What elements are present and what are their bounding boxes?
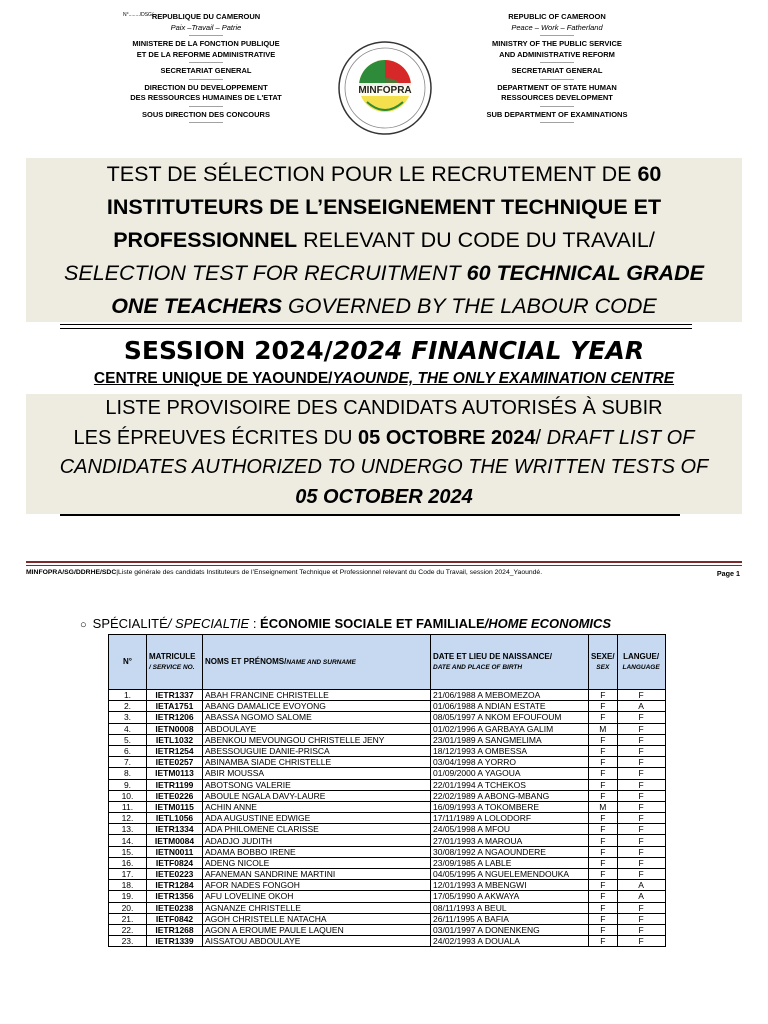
ministry-en-1: MINISTRY OF THE PUBLIC SERVICE [492, 39, 622, 48]
matricule: IETN0011 [147, 846, 203, 857]
language: F [617, 813, 665, 824]
title-text: GOVERNED BY THE LABOUR CODE [282, 294, 657, 318]
table-row [109, 734, 666, 745]
birth-date-place: 08/11/1993 A BEUL [431, 902, 589, 913]
candidate-name: AFU LOVELINE OKOH [203, 891, 431, 902]
sex: F [589, 790, 618, 801]
birth-date-place: 03/01/1997 A DONENKENG [431, 924, 589, 935]
dash-line: ----------------- [540, 76, 574, 83]
list-title-line-2 [26, 424, 742, 454]
matricule: IETN0008 [147, 723, 203, 734]
country-en: REPUBLIC OF CAMEROON [508, 12, 606, 21]
language: F [617, 723, 665, 734]
title-line-1 [26, 158, 742, 191]
matricule: IETL1056 [147, 813, 203, 824]
birth-date-place: 24/05/1998 A MFOU [431, 824, 589, 835]
candidate-name: ABASSA NGOMO SALOME [203, 712, 431, 723]
sex: F [589, 712, 618, 723]
candidate-name: ABAH FRANCINE CHRISTELLE [203, 690, 431, 701]
header-text-en: LANGUAGE [622, 663, 660, 671]
language: F [617, 913, 665, 924]
table-row [109, 723, 666, 734]
candidate-name: AISSATOU ABDOULAYE [203, 936, 431, 947]
sex: M [589, 723, 618, 734]
language: F [617, 824, 665, 835]
dash-line: ----------------- [189, 120, 223, 126]
row-number: 12. [109, 813, 147, 824]
birth-date-place: 22/01/1994 A TCHEKOS [431, 779, 589, 790]
title-text: RELEVANT DU CODE DU TRAVAIL/ [297, 228, 655, 252]
sex: F [589, 779, 618, 790]
language: F [617, 790, 665, 801]
title-text: 60 TECHNICAL GRADE [466, 261, 704, 285]
sex: F [589, 869, 618, 880]
running-header-text [26, 569, 542, 576]
matricule: IETM0115 [147, 801, 203, 812]
running-header-rule [26, 561, 742, 563]
row-number: 22. [109, 924, 147, 935]
row-number: 17. [109, 869, 147, 880]
candidates-table [108, 634, 666, 947]
matricule: IETF0842 [147, 913, 203, 924]
header-text: LANGUE/ [623, 651, 660, 661]
sex: F [589, 891, 618, 902]
list-divider [60, 514, 680, 516]
birth-date-place: 30/08/1992 A NGAOUNDERE [431, 846, 589, 857]
title-text: TEST DE SÉLECTION POUR LE RECRUTEMENT DE [106, 162, 638, 186]
birth-date-place: 21/06/1988 A MEBOMEZOA [431, 690, 589, 701]
birth-date-place: 18/12/1993 A OMBESSA [431, 745, 589, 756]
candidate-name: ADADJO JUDITH [203, 835, 431, 846]
candidate-name: ACHIN ANNE [203, 801, 431, 812]
birth-date-place: 01/02/1996 A GARBAYA GALIM [431, 723, 589, 734]
birth-date-place: 27/01/1993 A MAROUA [431, 835, 589, 846]
row-number: 5. [109, 734, 147, 745]
sex: F [589, 745, 618, 756]
table-row [109, 846, 666, 857]
row-number: 8. [109, 768, 147, 779]
language: A [617, 880, 665, 891]
language: F [617, 768, 665, 779]
direction-fr-2: DES RESSOURCES HUMAINES DE L'ETAT [130, 93, 282, 102]
candidate-name: ABIR MOUSSA [203, 768, 431, 779]
sex: F [589, 846, 618, 857]
sex: F [589, 857, 618, 868]
sex: F [589, 690, 618, 701]
matricule: IETL1032 [147, 734, 203, 745]
candidate-name: AFANEMAN SANDRINE MARTINI [203, 869, 431, 880]
sex: F [589, 880, 618, 891]
sex: F [589, 701, 618, 712]
birth-date-place: 04/05/1995 A NGUELEMENDOUKA [431, 869, 589, 880]
table-row [109, 701, 666, 712]
table-row [109, 869, 666, 880]
exam-date-fr: 05 OCTOBRE 2024 [358, 426, 536, 449]
table-header-row [109, 635, 666, 690]
candidate-name: ADENG NICOLE [203, 857, 431, 868]
matricule: IETR1337 [147, 690, 203, 701]
dash-line: ----------------- [540, 103, 574, 110]
sex: F [589, 902, 618, 913]
candidate-name: ABENKOU MEVOUNGOU CHRISTELLE JENY [203, 734, 431, 745]
row-number: 2. [109, 701, 147, 712]
title-line-4 [26, 257, 742, 290]
birth-date-place: 23/01/1989 A SANGMELIMA [431, 734, 589, 745]
candidate-name: AGNANZE CHRISTELLE [203, 902, 431, 913]
candidate-name: ADAMA BOBBO IRENE [203, 846, 431, 857]
row-number: 14. [109, 835, 147, 846]
table-row [109, 824, 666, 835]
matricule: IETE0226 [147, 790, 203, 801]
matricule: IETR1339 [147, 936, 203, 947]
birth-date-place: 23/09/1985 A LABLE [431, 857, 589, 868]
sex: F [589, 913, 618, 924]
table-row [109, 936, 666, 947]
dash-line: ----------------- [189, 60, 223, 66]
sex: M [589, 801, 618, 812]
matricule: IETR1334 [147, 824, 203, 835]
direction-fr-1: DIRECTION DU DEVELOPPEMENT [144, 82, 268, 92]
sex: F [589, 734, 618, 745]
minfopra-logo [337, 40, 433, 136]
title-number: 60 [637, 162, 662, 186]
sex: F [589, 813, 618, 824]
row-number: 11. [109, 801, 147, 812]
matricule: IETE0238 [147, 902, 203, 913]
table-row [109, 790, 666, 801]
sex: F [589, 835, 618, 846]
candidate-name: ADA PHILOMENE CLARISSE [203, 824, 431, 835]
row-number: 18. [109, 880, 147, 891]
session-en: 2024 FINANCIAL YEAR [332, 336, 645, 365]
sex: F [589, 936, 618, 947]
header-text: NOMS ET PRÉNOMS/ [205, 656, 287, 666]
language: F [617, 846, 665, 857]
matricule: IETE0223 [147, 869, 203, 880]
row-number: 13. [109, 824, 147, 835]
dash-line: ----------------- [189, 76, 223, 83]
candidate-name: AFOR NADES FONGOH [203, 880, 431, 891]
colon: : [249, 616, 261, 631]
table-row [109, 835, 666, 846]
candidate-name: ADA AUGUSTINE EDWIGE [203, 813, 431, 824]
speciality-value-en: /HOME ECONOMICS [484, 616, 612, 631]
title-box [26, 158, 742, 322]
language: F [617, 869, 665, 880]
table-row [109, 801, 666, 812]
session-title [0, 335, 768, 367]
title-divider [60, 324, 692, 329]
col-birth [431, 635, 589, 690]
session-fr: SESSION 2024/ [123, 336, 333, 365]
row-number: 16. [109, 857, 147, 868]
header-right [447, 12, 667, 126]
row-number: 4. [109, 723, 147, 734]
table-row [109, 779, 666, 790]
table-row [109, 913, 666, 924]
matricule: IETR1356 [147, 891, 203, 902]
dash-line: ----------------- [189, 103, 223, 110]
dash-line: ----------------- [189, 33, 223, 39]
title-text: PROFESSIONNEL [113, 228, 298, 252]
language: F [617, 801, 665, 812]
direction-en-2: RESSOURCES DEVELOPMENT [501, 93, 613, 102]
language: A [617, 701, 665, 712]
row-number: 6. [109, 745, 147, 756]
table-row [109, 690, 666, 701]
candidate-name: ABOULE NGALA DAVY-LAURE [203, 790, 431, 801]
title-line-3 [26, 224, 742, 257]
reference: MINFOPRA/SG/DDRHE/SDC [26, 569, 117, 576]
language: F [617, 690, 665, 701]
col-matricule [147, 635, 203, 690]
language: F [617, 734, 665, 745]
speciality-value: ÉCONOMIE SOCIALE ET FAMILIALE [260, 616, 485, 631]
title-line-5 [26, 290, 742, 323]
header-text-en: / SERVICE NO. [149, 663, 195, 671]
language: F [617, 757, 665, 768]
matricule: IETM0084 [147, 835, 203, 846]
list-title-line-3: CANDIDATES AUTHORIZED TO UNDERGO THE WRITTEN TESTS OF [59, 456, 709, 478]
dash-line: ----------------- [540, 120, 574, 126]
table-row [109, 880, 666, 891]
language: F [617, 779, 665, 790]
table-row [109, 902, 666, 913]
matricule: IETR1199 [147, 779, 203, 790]
matricule: IETR1284 [147, 880, 203, 891]
matricule: IETE0257 [147, 757, 203, 768]
list-text: / [535, 426, 547, 449]
table-row [109, 813, 666, 824]
row-number: 10. [109, 790, 147, 801]
speciality-label: SPÉCIALITÉ [92, 616, 168, 631]
table-row [109, 891, 666, 902]
document-code: N°......../DSG/ [123, 12, 154, 18]
col-sex [589, 635, 618, 690]
title-text: ONE TEACHERS [111, 294, 283, 318]
language: F [617, 835, 665, 846]
secretariat-fr: SECRETARIAT GENERAL [160, 66, 252, 75]
title-line-2: INSTITUTEURS DE L’ENSEIGNEMENT TECHNIQUE ET [106, 195, 662, 219]
sex: F [589, 924, 618, 935]
header-text-en: DATE AND PLACE OF BIRTH [433, 663, 523, 671]
dash-line: ----------------- [540, 33, 574, 39]
birth-date-place: 12/01/1993 A MBENGWI [431, 880, 589, 891]
candidate-name: ABANG DAMALICE EVOYONG [203, 701, 431, 712]
bullet-icon: ○ [80, 619, 87, 631]
col-number: N° [109, 635, 147, 690]
birth-date-place: 26/11/1995 A BAFIA [431, 913, 589, 924]
language: F [617, 857, 665, 868]
matricule: IETR1268 [147, 924, 203, 935]
header-text-en: NAME AND SURNAME [286, 658, 356, 666]
matricule: IETM0113 [147, 768, 203, 779]
title-text: SELECTION TEST FOR RECRUITMENT [64, 261, 467, 285]
dash-line: ----------------- [540, 60, 574, 66]
list-title-line-1: LISTE PROVISOIRE DES CANDIDATS AUTORISÉS À SUBIR [105, 397, 663, 419]
table-row [109, 757, 666, 768]
row-number: 3. [109, 712, 147, 723]
exam-centre [0, 370, 768, 388]
speciality-heading [80, 616, 611, 631]
direction-en-1: DEPARTMENT OF STATE HUMAN [497, 82, 617, 92]
table-row [109, 712, 666, 723]
language: A [617, 891, 665, 902]
candidate-name: ABINAMBA SIADE CHRISTELLE [203, 757, 431, 768]
row-number: 20. [109, 902, 147, 913]
birth-date-place: 16/09/1993 A TOKOMBERE [431, 801, 589, 812]
col-language [617, 635, 665, 690]
motto-fr: Paix –Travail – Patrie [170, 22, 242, 32]
matricule: IETR1254 [147, 745, 203, 756]
running-header-rule [26, 565, 742, 566]
header-text: DATE ET LIEU DE NAISSANCE/ [433, 651, 552, 661]
candidate-name: ABDOULAYE [203, 723, 431, 734]
header-text: SEXE/ [591, 651, 615, 661]
list-description: |Liste générale des candidats Instituteurs de l’Enseignement Technique et Professionnel relevant du Code du Travail, session 2024_Yaoundé. [116, 569, 543, 576]
sex: F [589, 824, 618, 835]
row-number: 23. [109, 936, 147, 947]
row-number: 1. [109, 690, 147, 701]
birth-date-place: 08/05/1997 A NKOM EFOUFOUM [431, 712, 589, 723]
candidate-name: AGON A EROUME PAULE LAQUEN [203, 924, 431, 935]
language: F [617, 902, 665, 913]
language: F [617, 924, 665, 935]
secretariat-en: SECRETARIAT GENERAL [511, 66, 603, 75]
language: F [617, 712, 665, 723]
birth-date-place: 17/05/1990 A AKWAYA [431, 891, 589, 902]
language: F [617, 745, 665, 756]
list-title-line-4: 05 OCTOBER 2024 [295, 485, 473, 508]
candidate-name: ABOTSONG VALERIE [203, 779, 431, 790]
table-row [109, 924, 666, 935]
table-row [109, 745, 666, 756]
header-left [96, 12, 316, 126]
ministry-en-2: AND ADMINISTRATIVE REFORM [499, 49, 615, 59]
ministry-fr-2: ET DE LA REFORME ADMINISTRATIVE [136, 49, 276, 59]
page-number: Page 1 [716, 569, 740, 578]
row-number: 19. [109, 891, 147, 902]
ministry-fr-1: MINISTERE DE LA FONCTION PUBLIQUE [132, 39, 280, 48]
row-number: 7. [109, 757, 147, 768]
speciality-label-en: / SPECIALTIE [167, 616, 250, 631]
centre-en: YAOUNDE, THE ONLY EXAMINATION CENTRE [332, 370, 675, 387]
birth-date-place: 03/04/1998 A YORRO [431, 757, 589, 768]
row-number: 21. [109, 913, 147, 924]
sub-direction-en: SUB DEPARTMENT OF EXAMINATIONS [486, 109, 628, 119]
country-fr: REPUBLIQUE DU CAMEROUN [151, 12, 261, 21]
birth-date-place: 01/09/2000 A YAGOUA [431, 768, 589, 779]
row-number: 15. [109, 846, 147, 857]
table-row [109, 768, 666, 779]
matricule: IETR1206 [147, 712, 203, 723]
header-text-en: SEX [596, 663, 610, 671]
birth-date-place: 22/02/1989 A ABONG-MBANG [431, 790, 589, 801]
sex: F [589, 768, 618, 779]
language: F [617, 936, 665, 947]
table-row [109, 857, 666, 868]
sub-direction-fr: SOUS DIRECTION DES CONCOURS [142, 109, 270, 119]
sex: F [589, 757, 618, 768]
birth-date-place: 17/11/1989 A LOLODORF [431, 813, 589, 824]
candidate-name: AGOH CHRISTELLE NATACHA [203, 913, 431, 924]
birth-date-place: 24/02/1993 A DOUALA [431, 936, 589, 947]
matricule: IETF0824 [147, 857, 203, 868]
birth-date-place: 01/06/1988 A NDIAN ESTATE [431, 701, 589, 712]
centre-fr: CENTRE UNIQUE DE YAOUNDE/ [93, 370, 333, 387]
col-name [203, 635, 431, 690]
list-text: DRAFT LIST OF [546, 426, 695, 449]
list-title-box [26, 394, 742, 514]
row-number: 9. [109, 779, 147, 790]
matricule: IETA1751 [147, 701, 203, 712]
motto-en: Peace – Work – Fatherland [511, 22, 603, 32]
logo-text: MINFOPRA [358, 85, 412, 96]
list-text: LES ÉPREUVES ÉCRITES DU [73, 426, 359, 449]
candidate-name: ABESSOUGUIE DANIE-PRISCA [203, 745, 431, 756]
header-text: MATRICULE [149, 651, 196, 661]
